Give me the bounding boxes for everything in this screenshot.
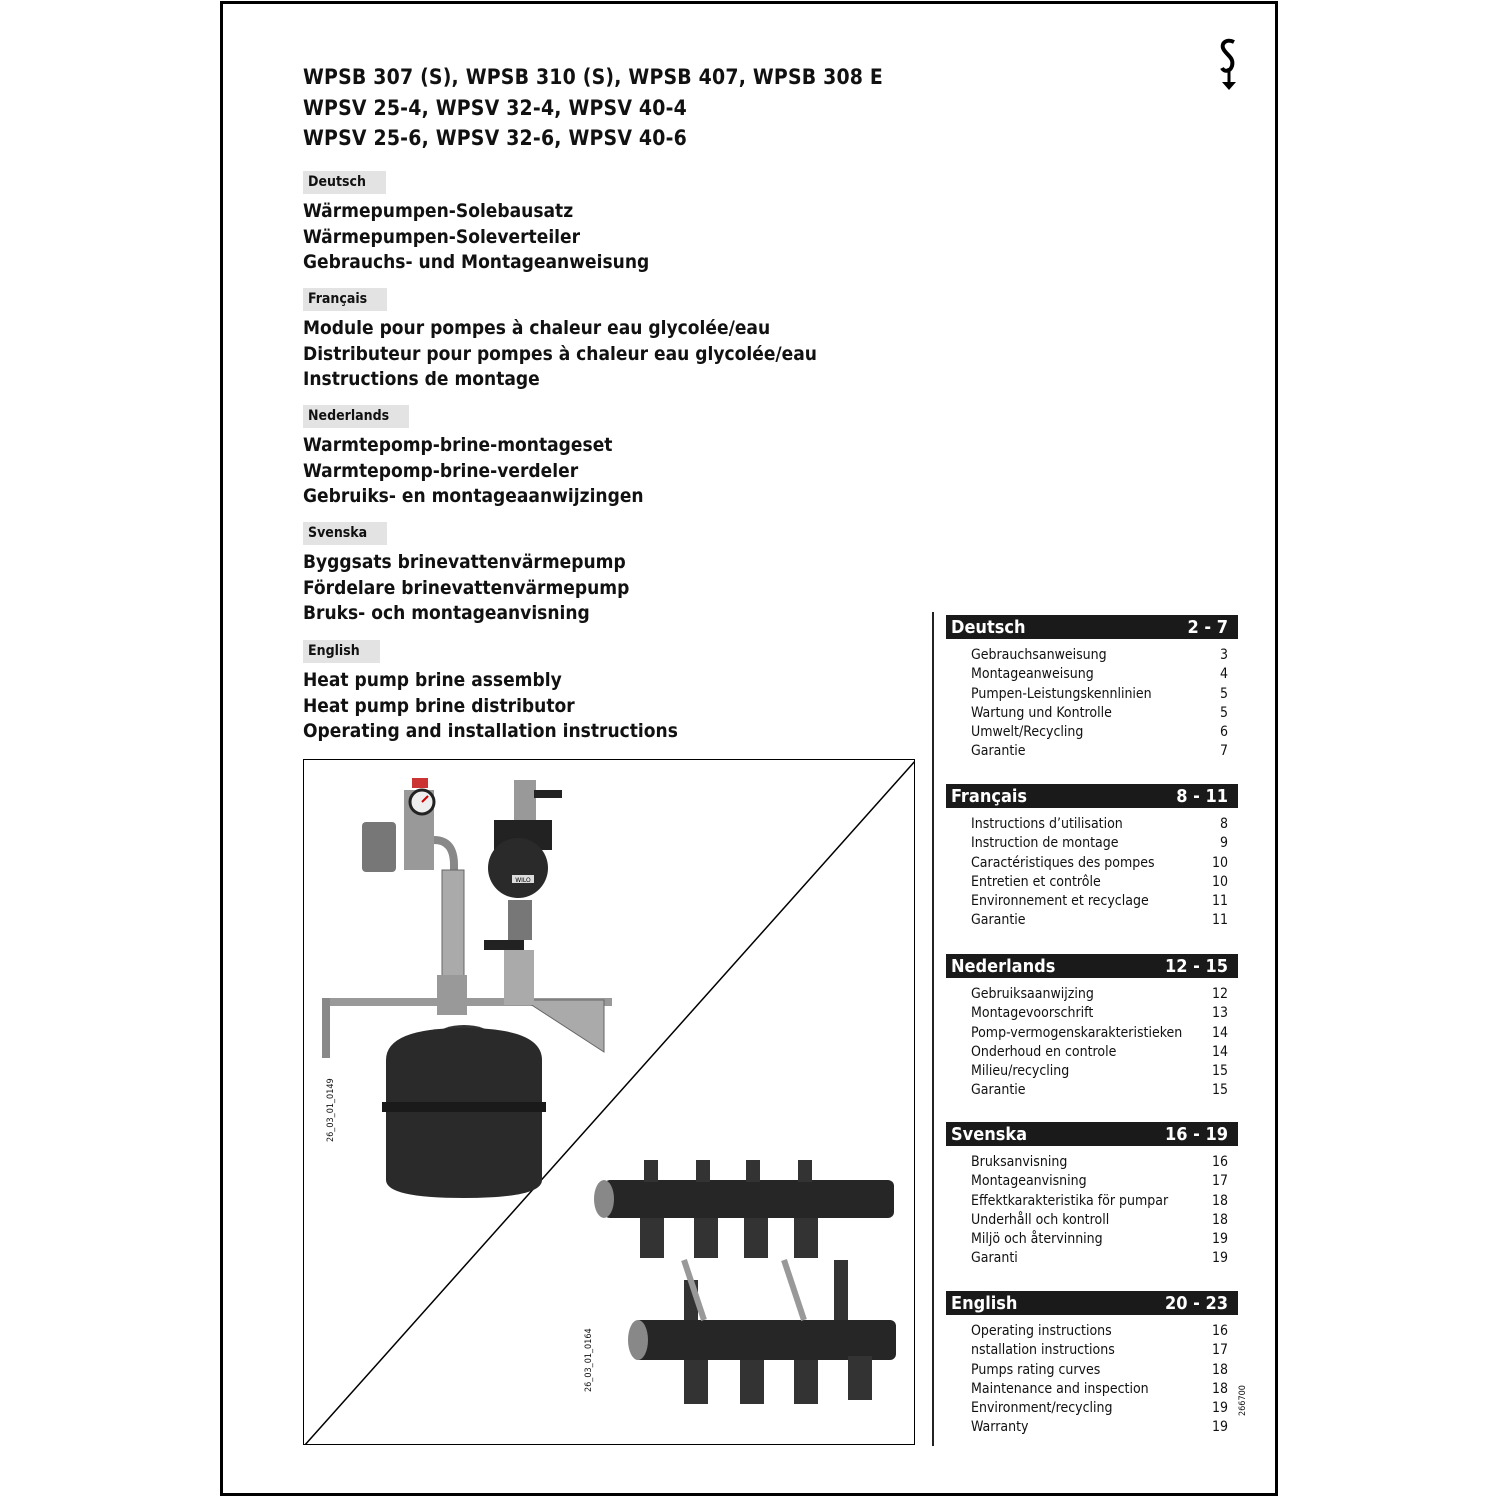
toc-item: Gebrauchsanweisung 3: [971, 647, 1228, 663]
title-line: WPSV 25-6, WPSV 32-6, WPSV 40-6: [303, 126, 688, 150]
toc-item: Operating instructions 16: [971, 1323, 1228, 1339]
model-titles: [303, 62, 883, 154]
toc-header: [946, 954, 1238, 978]
toc-item: Milieu/recycling 15: [971, 1063, 1228, 1080]
lang-tag: English: [303, 640, 380, 663]
toc-item: Garantie 7: [971, 743, 1228, 760]
title-line: WPSV 25-4, WPSV 32-4, WPSV 40-4: [303, 95, 688, 120]
lang-line: Instructions de montage: [303, 368, 540, 390]
document-number: 266700: [1238, 1385, 1248, 1416]
lang-line: Gebrauchs- und Montageanweisung: [303, 251, 650, 273]
lang-section-svenska: [303, 522, 629, 627]
toc-section-nederlands: [946, 954, 1238, 1101]
photo-code: 26_03_01_0164: [584, 1328, 594, 1392]
toc-divider: [932, 612, 934, 1446]
toc-item: Pomp-vermogenskarakteristieken 14: [971, 1024, 1228, 1041]
toc-item: Caractéristiques des pompes 10: [971, 854, 1228, 871]
toc-header: [946, 1122, 1238, 1146]
lang-line: Bruks- och montageanvisning: [303, 602, 590, 624]
toc-section-deutsch: [946, 615, 1238, 762]
toc-header-pages: 8 - 11: [1176, 785, 1228, 807]
lang-tag: Français: [303, 288, 387, 311]
toc-item: Underhåll och kontroll 18: [971, 1211, 1228, 1228]
toc-header-pages: 20 - 23: [1164, 1292, 1228, 1314]
toc-item: Onderhoud en controle 14: [971, 1043, 1228, 1060]
toc-header-title: Nederlands: [951, 955, 1056, 977]
toc-item: Garantie 11: [971, 912, 1228, 929]
toc-header: [946, 615, 1238, 639]
toc-section-english: [946, 1291, 1238, 1438]
lang-line: Warmtepomp-brine-verdeler: [303, 459, 579, 482]
lang-line: Heat pump brine distributor: [303, 694, 575, 717]
toc-item: Bruksanvisning 16: [971, 1154, 1228, 1170]
toc-item: Effektkarakteristika för pumpar 18: [971, 1192, 1228, 1209]
lang-line: Fördelare brinevattenvärmepump: [303, 576, 630, 599]
toc-item: Miljö och återvinning 19: [971, 1231, 1228, 1248]
lang-line: Byggsats brinevattenvärmepump: [303, 551, 626, 573]
toc-item: Montageanvisning 17: [971, 1173, 1228, 1190]
toc-header-pages: 16 - 19: [1164, 1123, 1228, 1145]
toc-header: [946, 1291, 1238, 1315]
toc-item: Entretien et contrôle 10: [971, 873, 1228, 890]
lang-section-francais: [303, 288, 817, 393]
toc-item: Pumpen-Leistungskennlinien 5: [971, 685, 1228, 702]
toc-header-pages: 12 - 15: [1164, 955, 1228, 977]
toc-header-title: Svenska: [951, 1123, 1028, 1145]
toc-header-title: Deutsch: [951, 616, 1026, 638]
product-photo: [303, 759, 915, 1445]
toc-header-title: Français: [951, 785, 1028, 807]
product-illustration: [304, 760, 915, 1445]
pump-label: WILO: [515, 877, 531, 884]
toc-item: Warranty 19: [971, 1419, 1228, 1436]
title-line: WPSB 307 (S), WPSB 310 (S), WPSB 407, WPSB 308 E: [303, 65, 884, 89]
toc-section-svenska: [946, 1122, 1238, 1269]
toc-item: Pumps rating curves 18: [971, 1361, 1228, 1378]
toc-header-title: English: [951, 1292, 1018, 1314]
lang-tag: Nederlands: [303, 405, 409, 428]
toc-header: [946, 784, 1238, 808]
lang-section-deutsch: [303, 171, 649, 276]
toc-item: Montageanweisung 4: [971, 666, 1228, 683]
toc-item: Environnement et recyclage 11: [971, 893, 1228, 910]
lang-tag: Svenska: [303, 522, 387, 545]
toc-header-pages: 2 - 7: [1187, 616, 1228, 638]
toc-item: Instruction de montage 9: [971, 835, 1228, 852]
stiebel-logo-icon: [1214, 38, 1242, 92]
lang-section-english: [303, 640, 678, 745]
toc-item: Environment/recycling 19: [971, 1400, 1228, 1417]
lang-line: Distributeur pour pompes à chaleur eau glycolée/eau: [303, 342, 817, 365]
toc-item: Instructions d’utilisation 8: [971, 816, 1228, 832]
lang-line: Warmtepomp-brine-montageset: [303, 434, 613, 456]
toc-item: Garanti 19: [971, 1250, 1228, 1267]
lang-section-nederlands: [303, 405, 644, 510]
toc-item: Umwelt/Recycling 6: [971, 724, 1228, 741]
lang-line: Wärmepumpen-Soleverteiler: [303, 225, 581, 248]
lang-line: Module pour pompes à chaleur eau glycolée/eau: [303, 317, 771, 339]
toc-item: Gebruiksaanwijzing 12: [971, 986, 1228, 1002]
photo-code: 26_03_01_0149: [326, 1078, 336, 1142]
lang-line: Heat pump brine assembly: [303, 669, 562, 691]
toc-item: Wartung und Kontrolle 5: [971, 704, 1228, 721]
lang-line: Gebruiks- en montageaanwijzingen: [303, 485, 644, 507]
toc-item: Garantie 15: [971, 1082, 1228, 1099]
toc-item: Montagevoorschrift 13: [971, 1005, 1228, 1022]
lang-line: Operating and installation instructions: [303, 720, 678, 742]
lang-tag: Deutsch: [303, 171, 386, 194]
lang-line: Wärmepumpen-Solebausatz: [303, 200, 574, 222]
toc-item: nstallation instructions 17: [971, 1342, 1228, 1359]
toc-item: Maintenance and inspection 18: [971, 1380, 1228, 1397]
toc-section-francais: [946, 784, 1238, 931]
